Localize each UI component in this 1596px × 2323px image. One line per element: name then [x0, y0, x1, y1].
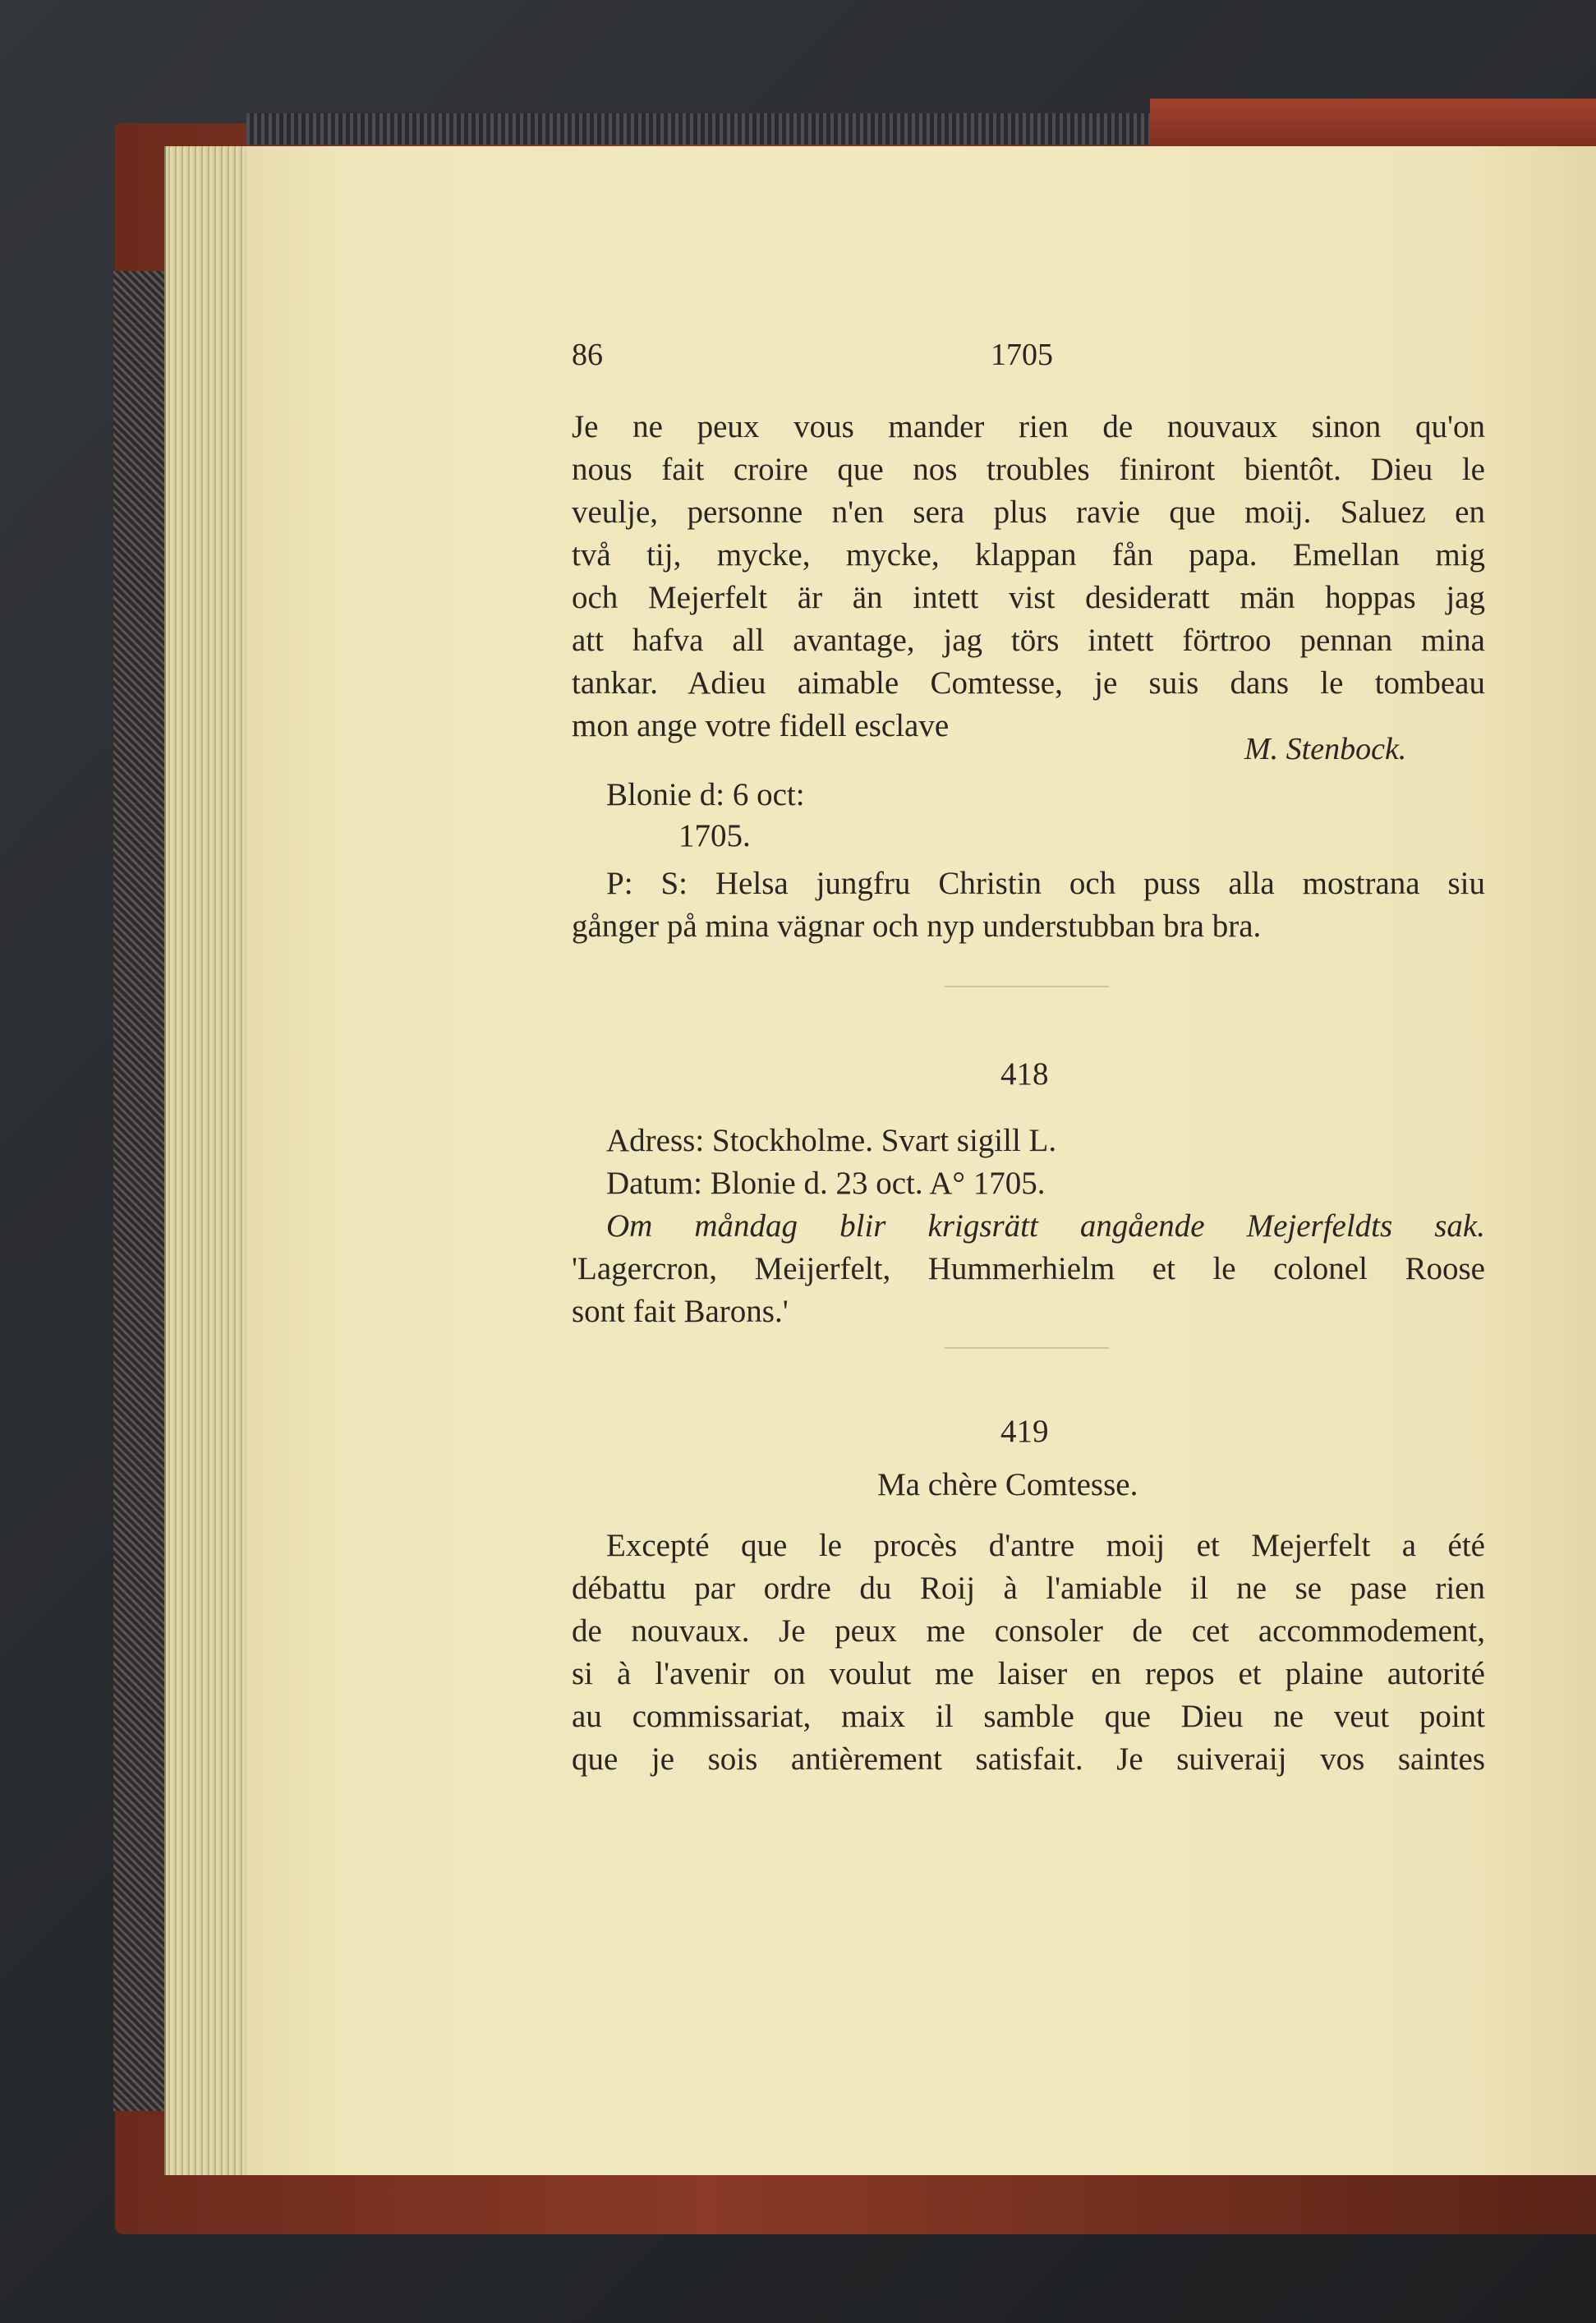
text-line: veulje, personne n'en sera plus ravie que moij. Saluez en — [572, 494, 1485, 530]
text-line: tankar. Adieu aimable Comtesse, je suis dans le tombeau — [572, 665, 1485, 701]
text-line: sont fait Barons.' — [572, 1294, 789, 1329]
text-line: att hafva all avantage, jag törs intett förtroo pennan mina — [572, 623, 1485, 658]
text-line: gånger på mina vägnar och nyp understubban bra bra. — [572, 908, 1262, 944]
text-line: mon ange votre fidell esclave — [572, 708, 950, 743]
text-line: débattu par ordre du Roij à l'amiable il ne se pase rien — [572, 1571, 1485, 1606]
place-date: Blonie d: 6 oct: — [606, 777, 805, 812]
letter-417-body — [572, 406, 1485, 748]
text-line: au commissariat, maix il samble que Dieu ne veut point — [572, 1699, 1485, 1734]
cover-marbled-top — [246, 113, 1150, 145]
section-divider — [945, 986, 1109, 987]
text-line: två tij, mycke, mycke, klappan fån papa. Emellan mig — [572, 537, 1485, 573]
salutation: Ma chère Comtesse. — [877, 1467, 1138, 1502]
letter-year: 1705. — [678, 818, 751, 853]
letter-418-body — [572, 1120, 1485, 1333]
text-line: que je sois antièrement satisfait. Je suiveraij vos saintes — [572, 1741, 1485, 1777]
text-line: Excepté que le procès d'antre moij et Mejerfelt a été — [606, 1528, 1485, 1563]
summary-line: Om måndag blir krigsrätt angående Mejerfeldts sak. — [606, 1208, 1485, 1244]
text-line: de nouvaux. Je peux me consoler de cet accommodement, — [572, 1613, 1485, 1649]
text-line: 'Lagercron, Meijerfelt, Hummerhielm et le colonel Roose — [572, 1251, 1485, 1286]
running-head: 1705 — [991, 338, 1053, 372]
page-edges — [164, 146, 256, 2175]
letter-number: 419 — [1000, 1414, 1049, 1449]
cover-leather-corner — [1150, 99, 1596, 148]
section-divider — [945, 1347, 1109, 1349]
signature: M. Stenbock. — [1244, 732, 1407, 766]
letter-number: 418 — [1000, 1056, 1049, 1092]
text-line: Je ne peux vous mander rien de nouvaux sinon qu'on — [572, 409, 1485, 444]
postscript — [572, 862, 1485, 948]
date-line: Datum: Blonie d. 23 oct. A° 1705. — [606, 1166, 1046, 1201]
text-line: nous fait croire que nos troubles finiront bientôt. Dieu le — [572, 452, 1485, 487]
text-line: P: S: Helsa jungfru Christin och puss alla mostrana siu — [606, 866, 1485, 901]
text-line: och Mejerfelt är än intett vist desideratt män hoppas jag — [572, 580, 1485, 615]
cover-marbled-spine — [113, 271, 171, 2111]
letter-419-body — [572, 1525, 1485, 1781]
text-line: si à l'avenir on voulut me laiser en repos et plaine autorité — [572, 1656, 1485, 1691]
page-header — [572, 337, 1485, 386]
page-number: 86 — [572, 338, 603, 372]
address-line: Adress: Stockholme. Svart sigill L. — [606, 1123, 1057, 1158]
